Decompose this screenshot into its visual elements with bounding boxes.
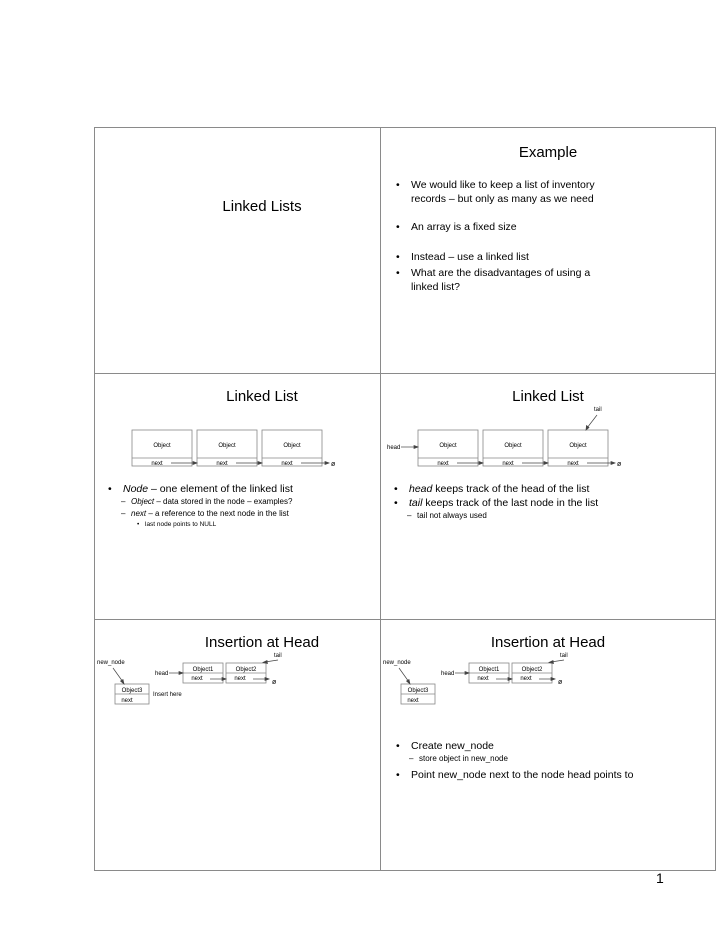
slide-title: Linked List [226, 388, 298, 405]
node-object-label: Object [218, 443, 236, 449]
page-number: 1 [656, 870, 664, 886]
slide-title: Example [518, 144, 578, 161]
node-next-label: next [502, 461, 514, 467]
node-next-label: next [437, 461, 449, 467]
node-object-label: Object1 [192, 667, 214, 673]
bullet-item: • We would like to keep a list of inventory records – but only as many as we need [393, 178, 608, 206]
bullet-item: – Object – data stored in the node – examples? [105, 496, 405, 508]
bullet-item: – store object in new_node [393, 753, 693, 765]
bullet-item: – next – a reference to the next node in the list [105, 508, 405, 520]
bullet-list [391, 482, 691, 522]
new-node-label: new_node [383, 660, 411, 666]
node-next-label: next [520, 676, 532, 682]
bullet-item: • An array is a fixed size [393, 220, 608, 234]
bullet-list [393, 178, 608, 294]
bullet-item: • Point new_node next to the node head points to [393, 768, 693, 782]
new-node-label: new_node [97, 660, 125, 666]
null-symbol: ø [617, 461, 622, 468]
node-next-label: next [216, 461, 228, 467]
node-object-label: Object2 [521, 667, 543, 673]
bullet-item: • last node points to NULL [105, 520, 405, 530]
bullet-item: – tail not always used [391, 510, 691, 522]
node-object-label: Object [283, 443, 301, 449]
bullet-list [105, 482, 405, 530]
node-next-label: next [567, 461, 579, 467]
tail-label: tail [274, 653, 282, 659]
bullet-item: • Node – one element of the linked list [105, 482, 405, 496]
head-label: head [387, 445, 401, 451]
node-object-label: Object [439, 443, 457, 449]
insert-here-label: Insert here [153, 692, 182, 698]
null-symbol: ø [272, 679, 277, 686]
bullet-item: • Instead – use a linked list [393, 250, 608, 264]
node-next-label: next [234, 676, 246, 682]
head-label: head [441, 671, 455, 677]
node-object-label: Object [504, 443, 522, 449]
slide-4 [380, 373, 716, 625]
node-object-label: Object [569, 443, 587, 449]
slide-6 [380, 619, 716, 871]
slide-title: Linked List [512, 388, 584, 405]
head-label: head [155, 671, 169, 677]
new-node-next-label: next [121, 698, 133, 704]
bullet-item: • What are the disadvantages of using a linked list? [393, 266, 608, 294]
node-object-label: Object [153, 443, 171, 449]
slide-title: Insertion at Head [490, 634, 606, 651]
node-next-label: next [191, 676, 203, 682]
new-object-label: Object3 [407, 688, 429, 694]
node-next-label: next [477, 676, 489, 682]
node-object-label: Object2 [235, 667, 257, 673]
node-next-label: next [151, 461, 163, 467]
slide-2 [380, 127, 716, 379]
bullet-list [393, 739, 693, 782]
slide-title: Linked Lists [222, 198, 302, 215]
bullet-item: • tail keeps track of the last node in the list [391, 496, 691, 510]
tail-label: tail [560, 653, 568, 659]
null-symbol: ø [331, 461, 336, 468]
bullet-item: • head keeps track of the head of the list [391, 482, 691, 496]
tail-label: tail [594, 407, 602, 413]
node-object-label: Object1 [478, 667, 500, 673]
new-node-next-label: next [407, 698, 419, 704]
node-next-label: next [281, 461, 293, 467]
null-symbol: ø [558, 679, 563, 686]
slide-title: Insertion at Head [204, 634, 320, 651]
bullet-item: • Create new_node [393, 739, 693, 753]
new-object-label: Object3 [121, 688, 143, 694]
